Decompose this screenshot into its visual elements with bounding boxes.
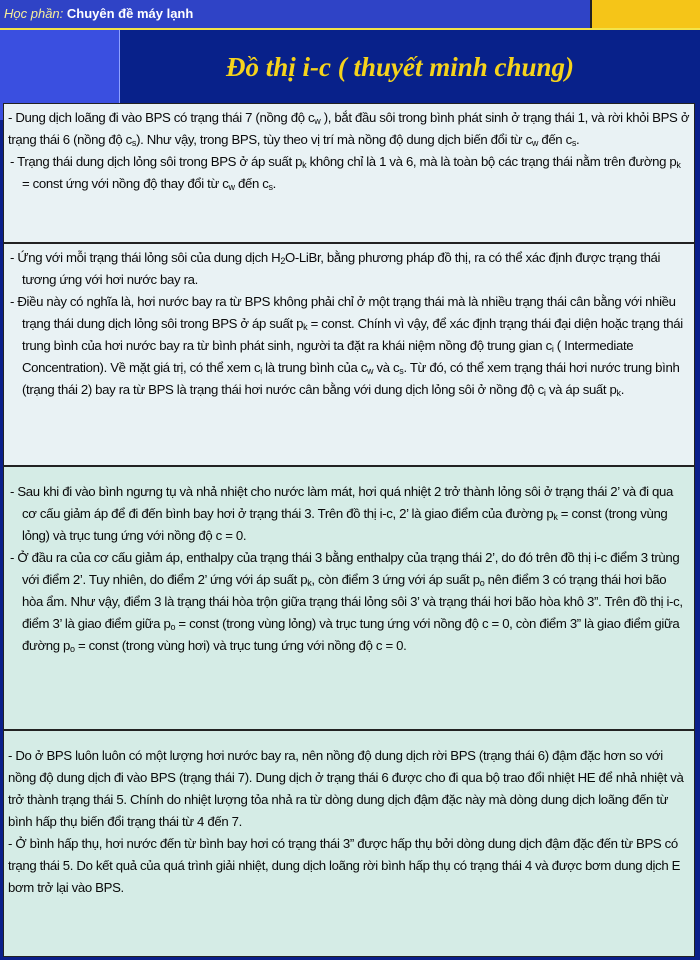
paragraph: - Dung dịch loãng đi vào BPS có trạng thái 7 (nồng độ $c_w$ ), bắt đầu sôi trong bình phát sinh ở trạng thái 1, và rời khỏi BPS ở trạng thái 6 (nồng độ $c_s$). Như vậy, trong BPS, tùy theo vị trí mà nồng độ dung dịch biến đổi từ $c_w$ đến $c_s$. xyxy=(8,110,690,148)
paragraph: - Sau khi đi vào bình ngưng tụ và nhả nhiệt cho nước làm mát, hơi quá nhiệt 2 trở thành lỏng sôi ở trạng thái 2’ và đi qua cơ cấu giảm áp để đi đến bình bay hơi ở trạng thái 3. Trên đồ thị i-c, 2’ là giao điểm của đường $p_k$ = const (trong vùng lỏng) và trục tung ứng với nồng độ c = 0. xyxy=(10,484,673,543)
content-panel-2 xyxy=(3,243,695,466)
course-name: Chuyên đề máy lạnh xyxy=(66,6,194,21)
header-bar xyxy=(0,0,700,30)
header-accent-box xyxy=(590,0,700,28)
course-label xyxy=(4,6,193,21)
content-panel-3 xyxy=(3,466,695,730)
course-prefix: Học phần: xyxy=(4,6,64,21)
content-panel-1 xyxy=(3,103,695,243)
page-title: Đồ thị i-c ( thuyết minh chung) xyxy=(225,52,575,82)
paragraph: - Điều này có nghĩa là, hơi nước bay ra từ BPS không phải chỉ ở một trạng thái mà là nhiều trạng thái cân bằng với nhiều trạng thái dung dịch lỏng sôi trong BPS ở áp suất $p_k$ = const. Chính vì vậy, để xác định trạng thái đại diện hoặc trạng thái trung bình của hơi nước bay ra từ bình phát sinh, người ta đặt ra khái niệm nồng độ trung gian $c_i$ ( Intermediate Concentration). Về mặt giá trị, có thể xem $c_i$ là trung bình của $c_w$ và $c_s$. Từ đó, có thể xem trạng thái hơi nước trung bình (trạng thái 2) bay ra từ BPS là trạng thái hơi nước cân bằng với dung dịch lỏng sôi ở nồng độ $c_i$ và áp suất $p_k$. xyxy=(10,294,683,398)
paragraph: - Ứng với mỗi trạng thái lỏng sôi của dung dịch $H_2O$-LiBr, bằng phương pháp đồ thị, ra có thể xác định được trạng thái tương ứng với hơi nước bay ra. xyxy=(10,250,661,287)
paragraph: - Trạng thái dung dịch lỏng sôi trong BPS ở áp suất $p_k$ không chỉ là 1 và 6, mà là toàn bộ các trạng thái nằm trên đường $p_k$ = const ứng với nồng độ thay đổi từ $c_w$ đến $c_s$. xyxy=(10,154,681,192)
paragraph: - Ở đầu ra của cơ cấu giảm áp, enthalpy của trạng thái 3 bằng enthalpy của trạng thái 2’, do đó trên đồ thị i-c điểm 3 trùng với điểm 2’. Tuy nhiên, do điểm 2’ ứng với áp suất $p_k$, còn điểm 3 ứng với áp suất $p_o$ nên điểm 3 có trạng thái hơi bão hòa ẩm. Như vậy, điểm 3 là trạng thái hòa trộn giữa trạng thái lỏng sôi 3’ và trạng thái hơi bão hòa khô 3”. Trên đồ thị i-c, điểm 3’ là giao điểm giữa $p_o$ = const (trong vùng lỏng) và trục tung ứng với nồng độ c = 0, còn điểm 3” là giao điểm giữa đường $p_o$ = const (trong vùng hơi) và trục tung ứng với nồng độ c = 0. xyxy=(10,550,683,654)
content-panel-4 xyxy=(3,730,695,957)
paragraph: - Ở bình hấp thụ, hơi nước đến từ bình bay hơi có trạng thái 3” được hấp thụ bởi dòng dung dịch đậm đặc đến từ BPS có trạng thái 5. Do kết quả của quá trình giải nhiệt, dung dịch loãng rời bình hấp thụ có trạng thái 4 và được bơm dung dịch E bơm trở lại vào BPS. xyxy=(8,836,681,895)
paragraph: - Do ở BPS luôn luôn có một lượng hơi nước bay ra, nên nồng độ dung dịch rời BPS (trạng thái 6) đậm đặc hơn so với nồng độ dung dịch đi vào BPS (trạng thái 7). Dung dịch ở trạng thái 6 được cho đi qua bộ trao đổi nhiệt HE để nhả nhiệt và trở thành trạng thái 5. Chính do nhiệt lượng tỏa nhả ra từ dòng dung dịch đậm đặc này mà dòng dung dịch loãng đến từ bình hấp thụ biến đổi trạng thái từ 4 đến 7. xyxy=(8,748,684,829)
